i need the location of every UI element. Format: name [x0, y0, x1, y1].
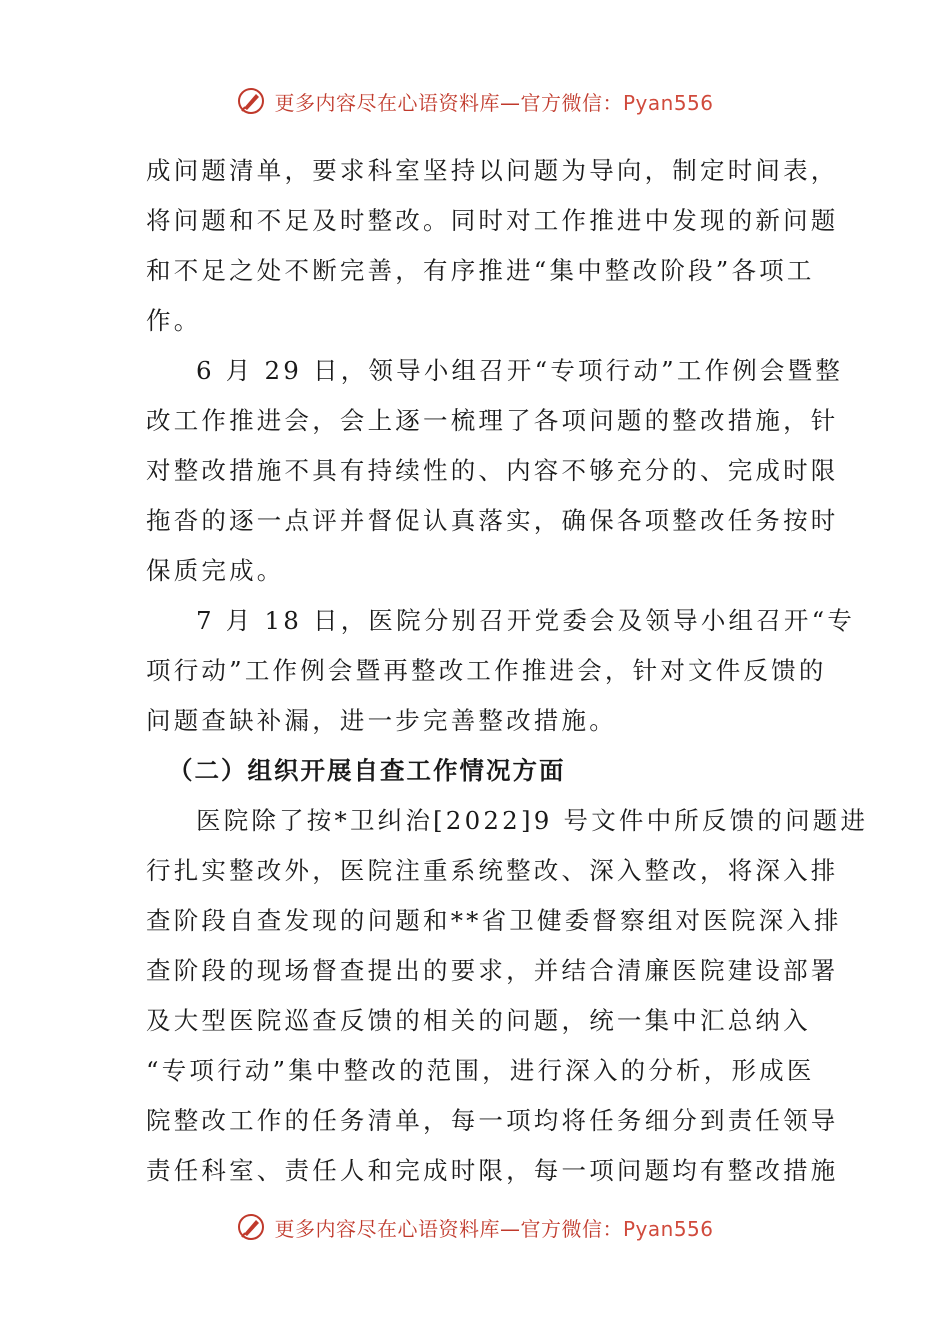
- text-line: 查阶段的现场督查提出的要求，并结合清廉医院建设部署: [146, 956, 839, 985]
- watermark-text: 更多内容尽在心语资料库—官方微信：Pyan556: [274, 90, 714, 115]
- section-heading: （二）组织开展自查工作情况方面: [168, 756, 566, 785]
- paragraph-start: 医院除了按*卫纠治[2022]9 号文件中所反馈的问题进: [196, 806, 869, 835]
- paragraph-start: 6 月 29 日，领导小组召开“专项行动”工作例会暨整: [196, 356, 844, 385]
- text-line: 保质完成。: [146, 556, 285, 585]
- text-line: 成问题清单，要求科室坚持以问题为导向，制定时间表，: [146, 156, 839, 185]
- text-line: 行扎实整改外，医院注重系统整改、深入整改，将深入排: [146, 856, 839, 885]
- text-line: 将问题和不足及时整改。同时对工作推进中发现的新问题: [146, 206, 839, 235]
- text-line: 院整改工作的任务清单，每一项均将任务细分到责任领导: [146, 1106, 839, 1135]
- text-line: 及大型医院巡查反馈的相关的问题，统一集中汇总纳入: [146, 1006, 811, 1035]
- text-line: 对整改措施不具有持续性的、内容不够充分的、完成时限: [146, 456, 839, 485]
- text-line: 改工作推进会，会上逐一梳理了各项问题的整改措施，针: [146, 406, 839, 435]
- text-line: 和不足之处不断完善，有序推进“集中整改阶段”各项工: [146, 256, 815, 285]
- pen-seal-icon: [236, 86, 266, 116]
- text-line: 拖沓的逐一点评并督促认真落实，确保各项整改任务按时: [146, 506, 839, 535]
- text-line: 作。: [146, 306, 202, 335]
- document-body: [146, 146, 869, 1196]
- text-line: 问题查缺补漏，进一步完善整改措施。: [146, 706, 617, 735]
- pen-seal-icon: [236, 1212, 266, 1242]
- watermark-text: 更多内容尽在心语资料库—官方微信：Pyan556: [274, 1216, 714, 1241]
- text-line: 查阶段自查发现的问题和**省卫健委督察组对医院深入排: [146, 906, 842, 935]
- paragraph-start: 7 月 18 日，医院分别召开党委会及领导小组召开“专: [196, 606, 856, 635]
- text-line: 项行动”工作例会暨再整改工作推进会，针对文件反馈的: [146, 656, 827, 685]
- text-line: 责任科室、责任人和完成时限，每一项问题均有整改措施: [146, 1156, 839, 1185]
- watermark-banner-top: [0, 86, 950, 116]
- watermark-banner-bottom: [0, 1212, 950, 1242]
- text-line: “专项行动”集中整改的范围，进行深入的分析，形成医: [146, 1056, 815, 1085]
